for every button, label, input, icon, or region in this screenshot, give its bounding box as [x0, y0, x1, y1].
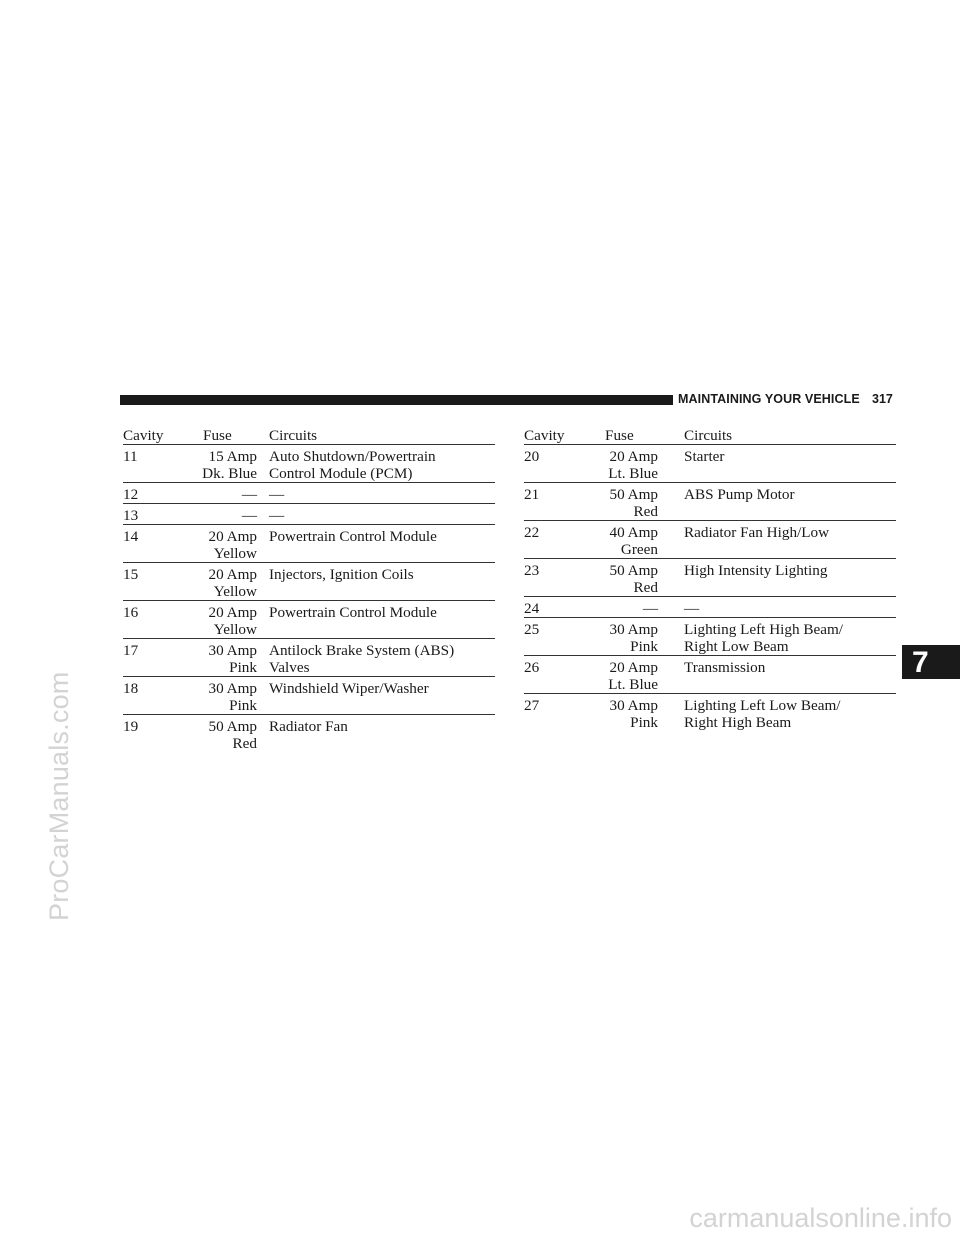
table-row — [524, 521, 896, 559]
cavity-cell: 23 — [524, 562, 540, 579]
fuse-line: Lt. Blue — [608, 676, 658, 693]
fuse-line: Red — [232, 735, 257, 752]
table-row — [123, 677, 495, 715]
fuse-line: Red — [633, 579, 658, 596]
fuse-cell — [189, 642, 257, 676]
fuse-line: — — [241, 486, 257, 503]
circuits-cell — [269, 718, 348, 735]
fuse-line: Green — [620, 541, 658, 558]
table-header — [123, 427, 495, 445]
fuse-line: — — [642, 600, 658, 617]
circuits-line: Transmission — [684, 659, 766, 676]
circuits-line: Lighting Left High Beam/ — [684, 621, 844, 638]
fuse-cell — [590, 524, 658, 558]
circuits-line: Windshield Wiper/Washer — [269, 680, 429, 697]
circuits-line: — — [269, 486, 285, 503]
header-circuits: Circuits — [684, 427, 733, 444]
circuits-line: — — [684, 600, 700, 617]
fuse-table-left — [123, 427, 495, 753]
fuse-cell — [590, 621, 658, 655]
circuits-cell — [269, 604, 437, 621]
table-row — [123, 715, 495, 753]
cavity-cell: 21 — [524, 486, 540, 503]
cavity-cell: 15 — [123, 566, 139, 583]
fuse-line: Yellow — [213, 621, 257, 638]
fuse-line: Lt. Blue — [608, 465, 658, 482]
running-header-title: MAINTAINING YOUR VEHICLE — [678, 392, 860, 406]
fuse-table-right — [524, 427, 896, 732]
fuse-line: Pink — [630, 638, 658, 655]
circuits-line: Auto Shutdown/Powertrain — [269, 448, 436, 465]
cavity-cell: 22 — [524, 524, 540, 541]
fuse-line: 30 Amp — [208, 642, 257, 659]
table-row — [123, 525, 495, 563]
fuse-line: Pink — [630, 714, 658, 731]
fuse-cell — [189, 528, 257, 562]
fuse-line: Red — [633, 503, 658, 520]
circuits-line: Radiator Fan — [269, 718, 348, 735]
fuse-line: 20 Amp — [208, 566, 257, 583]
circuits-cell — [684, 600, 699, 617]
fuse-line: Pink — [229, 659, 257, 676]
table-header — [524, 427, 896, 445]
circuits-cell — [684, 486, 795, 503]
header-cavity: Cavity — [524, 427, 565, 444]
cavity-cell: 11 — [123, 448, 138, 465]
circuits-line: Right High Beam — [684, 714, 792, 731]
circuits-cell — [684, 562, 827, 579]
circuits-line: Starter — [684, 448, 725, 465]
fuse-line: 50 Amp — [609, 486, 658, 503]
fuse-cell — [189, 718, 257, 752]
table-row — [123, 601, 495, 639]
table-row — [524, 483, 896, 521]
watermark-left — [0, 0, 74, 1242]
circuits-line: Radiator Fan High/Low — [684, 524, 830, 541]
watermark-bottom: carmanualsonline.info — [689, 1203, 952, 1233]
cavity-cell: 18 — [123, 680, 139, 697]
circuits-line: Injectors, Ignition Coils — [269, 566, 414, 583]
watermark-left-text: ProCarManuals.com — [44, 671, 74, 921]
fuse-cell — [189, 448, 257, 482]
table-row — [524, 559, 896, 597]
fuse-line: 15 Amp — [208, 448, 257, 465]
circuits-cell — [269, 486, 284, 503]
circuits-cell — [684, 524, 829, 541]
fuse-cell — [590, 562, 658, 596]
table-row — [123, 483, 495, 504]
circuits-line: ABS Pump Motor — [684, 486, 795, 503]
fuse-line: Pink — [229, 697, 257, 714]
fuse-line: — — [241, 507, 257, 524]
circuits-cell — [269, 448, 436, 482]
cavity-cell: 19 — [123, 718, 139, 735]
fuse-line: 20 Amp — [208, 604, 257, 621]
fuse-cell — [189, 604, 257, 638]
table-row — [123, 639, 495, 677]
table-row — [524, 445, 896, 483]
circuits-cell — [684, 659, 765, 676]
circuits-cell — [269, 528, 437, 545]
header-rule — [120, 395, 673, 405]
circuits-cell — [269, 680, 429, 697]
table-row — [524, 618, 896, 656]
fuse-cell — [590, 486, 658, 520]
cavity-cell: 17 — [123, 642, 139, 659]
circuits-line: Powertrain Control Module — [269, 528, 437, 545]
circuits-cell — [269, 566, 414, 583]
circuits-line: Powertrain Control Module — [269, 604, 437, 621]
table-row — [123, 563, 495, 601]
circuits-line: Right Low Beam — [684, 638, 789, 655]
fuse-line: Dk. Blue — [202, 465, 257, 482]
circuits-cell — [684, 448, 724, 465]
circuits-line: — — [269, 507, 285, 524]
cavity-cell: 27 — [524, 697, 540, 714]
fuse-line: 50 Amp — [208, 718, 257, 735]
header-cavity: Cavity — [123, 427, 164, 444]
circuits-line: Control Module (PCM) — [269, 465, 413, 482]
cavity-cell: 12 — [123, 486, 139, 503]
fuse-cell — [590, 600, 658, 617]
circuits-line: Lighting Left Low Beam/ — [684, 697, 841, 714]
cavity-cell: 14 — [123, 528, 139, 545]
chapter-tab-number: 7 — [912, 646, 929, 679]
fuse-line: 20 Amp — [609, 659, 658, 676]
fuse-line: 40 Amp — [609, 524, 658, 541]
header-circuits: Circuits — [269, 427, 318, 444]
circuits-line: Antilock Brake System (ABS) — [269, 642, 455, 659]
table-row — [524, 656, 896, 694]
header-fuse: Fuse — [605, 427, 634, 444]
fuse-line: 30 Amp — [609, 697, 658, 714]
fuse-cell — [590, 697, 658, 731]
chapter-tab — [902, 645, 960, 679]
fuse-line: 20 Amp — [208, 528, 257, 545]
fuse-line: Yellow — [213, 545, 257, 562]
fuse-line: 30 Amp — [609, 621, 658, 638]
cavity-cell: 20 — [524, 448, 540, 465]
circuits-cell — [269, 507, 284, 524]
table-row — [123, 445, 495, 483]
fuse-line: 30 Amp — [208, 680, 257, 697]
circuits-line: Valves — [269, 659, 310, 676]
circuits-line: High Intensity Lighting — [684, 562, 828, 579]
fuse-line: 20 Amp — [609, 448, 658, 465]
fuse-cell — [590, 659, 658, 693]
page-number: 317 — [872, 392, 893, 406]
circuits-cell — [684, 697, 840, 731]
fuse-cell — [189, 486, 257, 503]
table-row — [123, 504, 495, 525]
fuse-cell — [590, 448, 658, 482]
circuits-cell — [684, 621, 843, 655]
cavity-cell: 16 — [123, 604, 139, 621]
circuits-cell — [269, 642, 454, 676]
cavity-cell: 24 — [524, 600, 540, 617]
fuse-cell — [189, 507, 257, 524]
fuse-cell — [189, 566, 257, 600]
cavity-cell: 26 — [524, 659, 540, 676]
header-fuse: Fuse — [203, 427, 232, 444]
fuse-cell — [189, 680, 257, 714]
fuse-line: 50 Amp — [609, 562, 658, 579]
table-row — [524, 694, 896, 732]
cavity-cell: 13 — [123, 507, 139, 524]
fuse-line: Yellow — [213, 583, 257, 600]
cavity-cell: 25 — [524, 621, 540, 638]
table-row — [524, 597, 896, 618]
